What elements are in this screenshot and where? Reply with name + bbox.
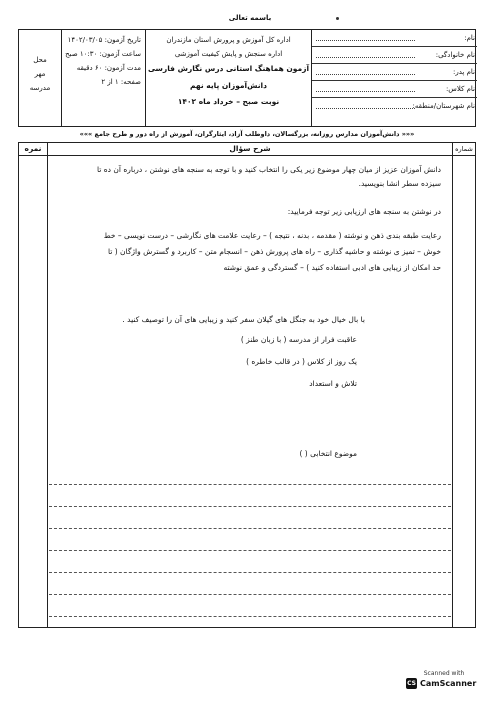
session-title: نوبت صبح – خرداد ماه ۱۴۰۲ bbox=[177, 97, 280, 106]
topic-4: تلاش و استعداد bbox=[309, 379, 357, 388]
city-label: نام شهرستان/منطقه: bbox=[412, 102, 475, 110]
father-field[interactable] bbox=[312, 64, 477, 81]
answer-line[interactable] bbox=[49, 527, 451, 529]
exam-time: ساعت آزمون: ۱۰:۳۰ صبح bbox=[65, 50, 141, 58]
question-table bbox=[18, 142, 476, 628]
scanner-watermark bbox=[406, 670, 482, 689]
camscanner-name: CamScanner bbox=[420, 679, 477, 688]
seal-school-label: مدرسه bbox=[29, 84, 51, 92]
seal-label: مهر bbox=[34, 70, 46, 78]
exam-page-count: صفحه: ۱ از ۲ bbox=[101, 78, 141, 86]
topic-2: عاقبت فرار از مدرسه ( با زبان طنز ) bbox=[240, 335, 357, 344]
name-label: نام: bbox=[464, 34, 475, 42]
exam-date: تاریخ آزمون: ۱۴۰۲/۰۳/۰۵ bbox=[67, 36, 141, 44]
answer-line[interactable] bbox=[49, 483, 451, 485]
exam-title-column bbox=[145, 30, 311, 126]
exam-duration: مدت آزمون: ۶۰ دقیقه bbox=[76, 64, 141, 72]
decorative-dot bbox=[336, 17, 339, 20]
answer-line[interactable] bbox=[49, 571, 451, 573]
name-field[interactable] bbox=[312, 30, 477, 47]
exam-info-column bbox=[61, 30, 145, 126]
table-header bbox=[19, 143, 475, 156]
father-label: نام پدر: bbox=[452, 68, 475, 76]
exam-page bbox=[14, 8, 486, 668]
seal-column bbox=[19, 30, 61, 126]
criteria-line-2: خوش – تمیز ی نوشته و حاشیه گذاری – راه های پرورش ذهن – انسجام متن – کاربرد و گسترش واژگان ( تا bbox=[107, 247, 441, 256]
score-header: نمره bbox=[19, 143, 48, 155]
camscanner-logo-icon: CS bbox=[407, 680, 416, 687]
topic-1: با بال خیال خود به جنگل های گیلان سفر کنید و زیبایی های آن را توصیف کنید . bbox=[122, 315, 365, 324]
instruction-line-1: دانش آموزان عزیز از میان چهار موضوع زیر یکی را انتخاب کنید و با توجه به سنجه های نوشتن ، درباره آن ده تا bbox=[96, 165, 441, 174]
answer-line[interactable] bbox=[49, 593, 451, 595]
city-field[interactable] bbox=[312, 98, 477, 126]
grade-title: دانش‌آموزان پایه نهم bbox=[190, 81, 267, 90]
student-info-column bbox=[311, 30, 477, 126]
topic-3: یک روز از کلاس ( در قالب خاطره ) bbox=[246, 357, 357, 366]
question-header: شرح سؤال bbox=[229, 144, 271, 153]
answer-line[interactable] bbox=[49, 505, 451, 507]
exam-header bbox=[18, 29, 476, 127]
instruction-line-2: سیزده سطر انشا بنویسید. bbox=[358, 179, 441, 188]
class-field[interactable] bbox=[312, 81, 477, 98]
page-top-title: باسمه تعالی bbox=[228, 14, 272, 22]
eligibility-banner: ««« دانش‌آموزان مدارس روزانه، بزرگسالان، داوطلب آزاد، ایثارگران، آموزش از راه دور و طرح جامع »»» bbox=[79, 130, 415, 138]
criteria-intro: در نوشتن به سنجه های ارزیابی زیر توجه فرمایید: bbox=[287, 207, 441, 216]
office-name: اداره کل آموزش و پرورش استان مازندران bbox=[166, 36, 291, 44]
family-label: نام خانوادگی: bbox=[435, 51, 475, 59]
seal-place-label: محل bbox=[33, 56, 47, 64]
answer-line[interactable] bbox=[49, 615, 451, 617]
scanned-with-text: Scanned with bbox=[423, 670, 465, 677]
criteria-line-1: رعایت طبقه بندی ذهن و نوشته ( مقدمه ، بدنه ، نتیجه ) – رعایت علامت های نگارشی – درست نویسی – خط bbox=[103, 231, 441, 240]
department-name: اداره سنجش و پایش کیفیت آموزشی bbox=[174, 50, 283, 58]
class-label: نام کلاس: bbox=[445, 85, 475, 93]
chosen-topic[interactable]: موضوع انتخابی ( ) bbox=[299, 449, 357, 458]
criteria-line-3: حد امکان از زیبایی های ادبی استفاده کنید ) – گستردگی و عمق نوشته bbox=[223, 263, 441, 272]
answer-line[interactable] bbox=[49, 549, 451, 551]
exam-title: آزمون هماهنگ استانی درس نگارش فارسی bbox=[147, 64, 310, 73]
number-header: شماره bbox=[452, 143, 475, 155]
family-field[interactable] bbox=[312, 47, 477, 64]
